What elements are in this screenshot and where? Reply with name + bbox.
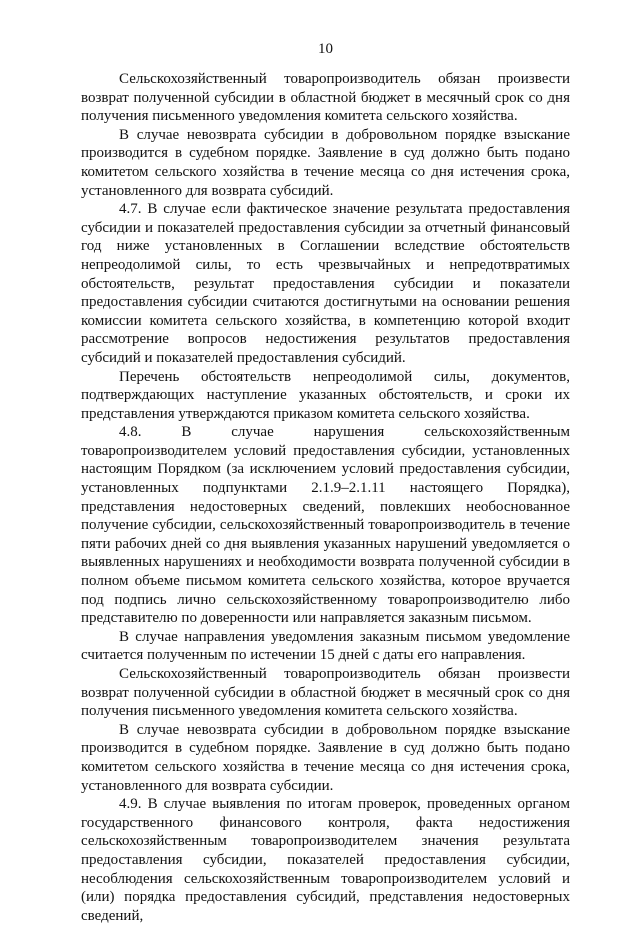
paragraph: В случае направления уведомления заказным письмом уведомление считается полученным по истечении 15 дней с даты его направления. <box>81 628 570 664</box>
paragraph-4-7: 4.7. В случае если фактическое значение результата предоставления субсидии и показателей предоставления субсидии за отчетный финансовый год ниже установленных в Соглашении вследствие обстоятельств непреодолимой силы, то есть чрезвычайных и непредотвратимых обстоятельств, результат предоставления субсидии и показатели предоставления субсидии считаются достигнутыми на основании решения комиссии комитета сельского хозяйства, в компетенцию которой входит рассмотрение вопросов недостижения результатов предоставления субсидий и показателей предоставления субсидий. <box>81 201 570 366</box>
page-number: 10 <box>318 41 333 57</box>
paragraph: Сельскохозяйственный товаропроизводитель обязан произвести возврат полученной субсидии в областной бюджет в месячный срок со дня получения письменного уведомления комитета сельского хозяйства. <box>81 71 570 125</box>
paragraph: В случае невозврата субсидии в добровольном порядке взыскание производится в судебном порядке. Заявление в суд должно быть подано комитетом сельского хозяйства в течение месяца со дня истечения срока, установленного для возврата субсидий. <box>81 126 570 199</box>
paragraph: Перечень обстоятельств непреодолимой силы, документов, подтверждающих наступление указанных обстоятельств, и сроки их представления утверждаются приказом комитета сельского хозяйства. <box>81 368 570 422</box>
paragraph-4-8: 4.8. В случае нарушения сельскохозяйственным товаропроизводителем условий предоставления субсидии, установленных настоящим Порядком (за исключением условий предоставления субсидии, установленных подпунктами 2.1.9–2.1.11 настоящего Порядка), представления недостоверных сведений, повлекших необоснованное получение субсидии, сельскохозяйственный товаропроизводитель в течение пяти рабочих дней со дня выявления указанных нарушений уведомляется о выявленных нарушениях и необходимости возврата полученной субсидии в полном объеме письмом комитета сельского хозяйства, которое вручается под подпись лично сельскохозяйственному товаропроизводителю либо представителю по доверенности или направляется заказным письмом. <box>81 424 570 627</box>
paragraph: В случае невозврата субсидии в добровольном порядке взыскание производится в судебном порядке. Заявление в суд должно быть подано комитетом сельского хозяйства в течение месяца со дня истечения срока, установленного для возврата субсидии. <box>81 721 570 794</box>
document-body <box>81 70 570 925</box>
paragraph: Сельскохозяйственный товаропроизводитель обязан произвести возврат полученной субсидии в областной бюджет в месячный срок со дня получения письменного уведомления комитета сельского хозяйства. <box>81 666 570 720</box>
paragraph-4-9: 4.9. В случае выявления по итогам проверок, проведенных органом государственного финансового контроля, факта недостижения сельскохозяйственным товаропроизводителем значения результата предоставления субсидии, показателей предоставления субсидии, несоблюдения сельскохозяйственным товаропроизводителем условий и (или) порядка предоставления субсидий, представления недостоверных сведений, <box>81 796 570 924</box>
